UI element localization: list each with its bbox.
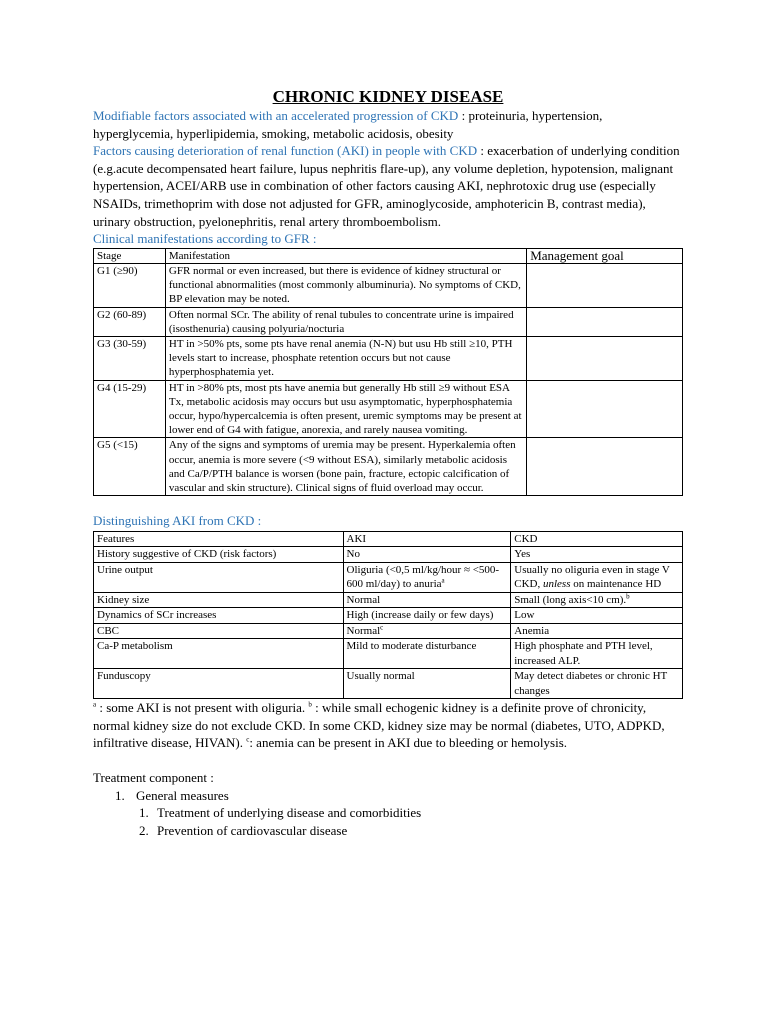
list-item <box>93 822 683 840</box>
list-number: 1. <box>115 787 125 803</box>
deterioration-factors-text: exacerbation of underlying condition (e.g.acute decompensated heart failure, lupus nephritis flare-up), any volume depletion, hypotension, malignant hypertension, ACEI/ARB use in combination of other factors causing AKI, nephrotoxic drug use (especially NSAIDs, trimethoprim with dose not adjusted for GFR, aminoglycoside, amphotericin B, contrast media), urinary obstruction, pyelonephritis, renal artery thromboembolism. <box>93 143 680 229</box>
aki-cell <box>343 623 511 639</box>
footnote-c-marker: c <box>246 736 250 745</box>
gfr-table-header <box>94 248 683 263</box>
aki-section-label: Distinguishing AKI from CKD <box>93 513 255 529</box>
footnote-c-text: : anemia can be present in AKI due to bleeding or hemolysis. <box>249 735 568 751</box>
aki-cell: Mild to moderate disturbance <box>343 639 511 669</box>
ckd-cell <box>511 562 683 592</box>
ckd-cell-text: Usually no oliguria even in stage V CKD, <box>514 563 670 591</box>
ckd-cell-text-end: on maintenance HD <box>570 578 662 591</box>
aki-section-sep: : <box>254 513 262 529</box>
table-row <box>94 592 683 608</box>
manifestation-cell: GFR normal or even increased, but there is evidence of kidney structural or functional abnormalities (most commonly albuminuria). No symptoms of CKD, BP elevation may be noted. <box>165 263 526 307</box>
footnote-a-text: : some AKI is not present with oliguria. <box>96 700 309 716</box>
management-goal-cell <box>527 336 683 380</box>
gfr-section-heading <box>93 230 683 248</box>
deterioration-sep: : <box>477 143 488 159</box>
ckd-cell: Anemia <box>511 623 683 639</box>
aki-cell: Usually normal <box>343 669 511 699</box>
treatment-heading: Treatment component : <box>93 770 214 786</box>
stage-cell: G4 (15-29) <box>94 380 166 438</box>
management-goal-cell <box>527 380 683 438</box>
aki-cell: Normal <box>343 592 511 608</box>
modifiable-factors-paragraph <box>93 107 683 142</box>
list-item-label: General measures <box>136 787 229 803</box>
modifiable-factors-text: proteinuria, hypertension, hyperglycemia, hyperlipidemia, smoking, metabolic acidosis, obesity <box>93 108 603 141</box>
table-row <box>94 336 683 380</box>
stage-cell: G2 (60-89) <box>94 307 166 336</box>
page-title: CHRONIC KIDNEY DISEASE <box>272 87 504 106</box>
footnote-a-marker: a <box>93 700 97 709</box>
document-page <box>93 87 683 839</box>
gfr-section-label: Clinical manifestations according to GFR <box>93 231 310 247</box>
ckd-cell: High phosphate and PTH level, increased ALP. <box>511 639 683 669</box>
list-number: 2. <box>139 822 149 838</box>
ckd-cell: Yes <box>511 547 683 563</box>
modifiable-factors-label: Modifiable factors associated with an accelerated progression of CKD <box>93 108 459 123</box>
deterioration-factors-paragraph <box>93 142 683 230</box>
feature-cell: Urine output <box>94 562 344 592</box>
features-header: Features <box>94 531 344 547</box>
ckd-cell-emphasis: unless <box>542 578 571 591</box>
manifestation-cell: Often normal SCr. The ability of renal tubules to concentrate urine is impaired (isosthenuria) causing polyuria/nocturia <box>165 307 526 336</box>
gfr-section-sep: : <box>309 231 317 247</box>
table-row <box>94 438 683 496</box>
gfr-table <box>93 248 683 496</box>
footnote-marker: b <box>626 592 630 601</box>
management-goal-header: Management goal <box>527 248 683 263</box>
stage-cell: G5 (<15) <box>94 438 166 496</box>
stage-cell: G3 (30-59) <box>94 336 166 380</box>
management-goal-cell <box>527 263 683 307</box>
table-row <box>94 562 683 592</box>
aki-cell: High (increase daily or few days) <box>343 608 511 624</box>
feature-cell: Kidney size <box>94 592 344 608</box>
management-goal-cell <box>527 438 683 496</box>
manifestation-header: Manifestation <box>165 248 526 263</box>
treatment-item-general <box>93 787 683 805</box>
aki-section-heading <box>93 512 683 530</box>
list-item-label: Prevention of cardiovascular disease <box>157 822 348 838</box>
table-row <box>94 307 683 336</box>
feature-cell: History suggestive of CKD (risk factors) <box>94 547 344 563</box>
footnote-marker: c <box>380 623 384 632</box>
table-row <box>94 547 683 563</box>
aki-header: AKI <box>343 531 511 547</box>
ckd-cell: Low <box>511 608 683 624</box>
table-row <box>94 639 683 669</box>
ckd-cell: May detect diabetes or chronic HT changes <box>511 669 683 699</box>
ckd-cell-text: Small (long axis<10 cm). <box>514 593 627 606</box>
table-row <box>94 263 683 307</box>
modifiable-sep: : <box>458 108 469 123</box>
aki-cell-text: Normal <box>346 624 381 637</box>
aki-ckd-table <box>93 531 683 700</box>
footnote-b-marker: b <box>308 700 312 709</box>
footnotes <box>93 699 683 752</box>
ckd-cell <box>511 592 683 608</box>
table-row <box>94 669 683 699</box>
aki-cell <box>343 562 511 592</box>
table-row <box>94 608 683 624</box>
list-item-label: Treatment of underlying disease and comorbidities <box>157 805 422 821</box>
feature-cell: Funduscopy <box>94 669 344 699</box>
list-number: 1. <box>139 805 149 821</box>
aki-cell: No <box>343 547 511 563</box>
footnote-b-text: : while small echogenic kidney is a definite prove of chronicity, normal kidney size do not exclude CKD. In some CKD, kidney size may be normal (diabetes, UTO, ADPKD, infiltrative disease, HIVAN). <box>93 700 665 751</box>
stage-cell: G1 (≥90) <box>94 263 166 307</box>
management-goal-cell <box>527 307 683 336</box>
list-item <box>93 804 683 822</box>
deterioration-factors-label: Factors causing deterioration of renal function (AKI) in people with CKD <box>93 143 478 159</box>
manifestation-cell: HT in >50% pts, some pts have renal anemia (N-N) but usu Hb still ≥10, PTH levels start to increase, phosphate retention occurs but not cause hyperphosphatemia yet. <box>165 336 526 380</box>
ckd-header: CKD <box>511 531 683 547</box>
feature-cell: Ca-P metabolism <box>94 639 344 669</box>
aki-cell-text: Oliguria (<0,5 ml/kg/hour ≈ <500-600 ml/day) to anuria <box>346 563 500 591</box>
table-row <box>94 380 683 438</box>
table-row <box>94 623 683 639</box>
feature-cell: CBC <box>94 623 344 639</box>
manifestation-cell: HT in >80% pts, most pts have anemia but generally Hb still ≥9 without ESA Tx, metabolic acidosis may occurs but usu asymptomatic, hyperphosphatemia occur, hypo/hypercalcemia is often present, uremic symptoms may be present at lower end of G4 with fatigue, anorexia, and rarely nausea vomiting. <box>165 380 526 438</box>
aki-table-header <box>94 531 683 547</box>
feature-cell: Dynamics of SCr increases <box>94 608 344 624</box>
manifestation-cell: Any of the signs and symptoms of uremia may be present. Hyperkalemia often occur, anemia is more severe (<9 without ESA), similarly metabolic acidosis and Ca/P/PTH balance is worsen (bone pain, fracture, ectopic calcification of vascular and skin structure). Clinical signs of fluid overload may occur. <box>165 438 526 496</box>
footnote-marker: a <box>441 576 445 585</box>
stage-header: Stage <box>94 248 166 263</box>
